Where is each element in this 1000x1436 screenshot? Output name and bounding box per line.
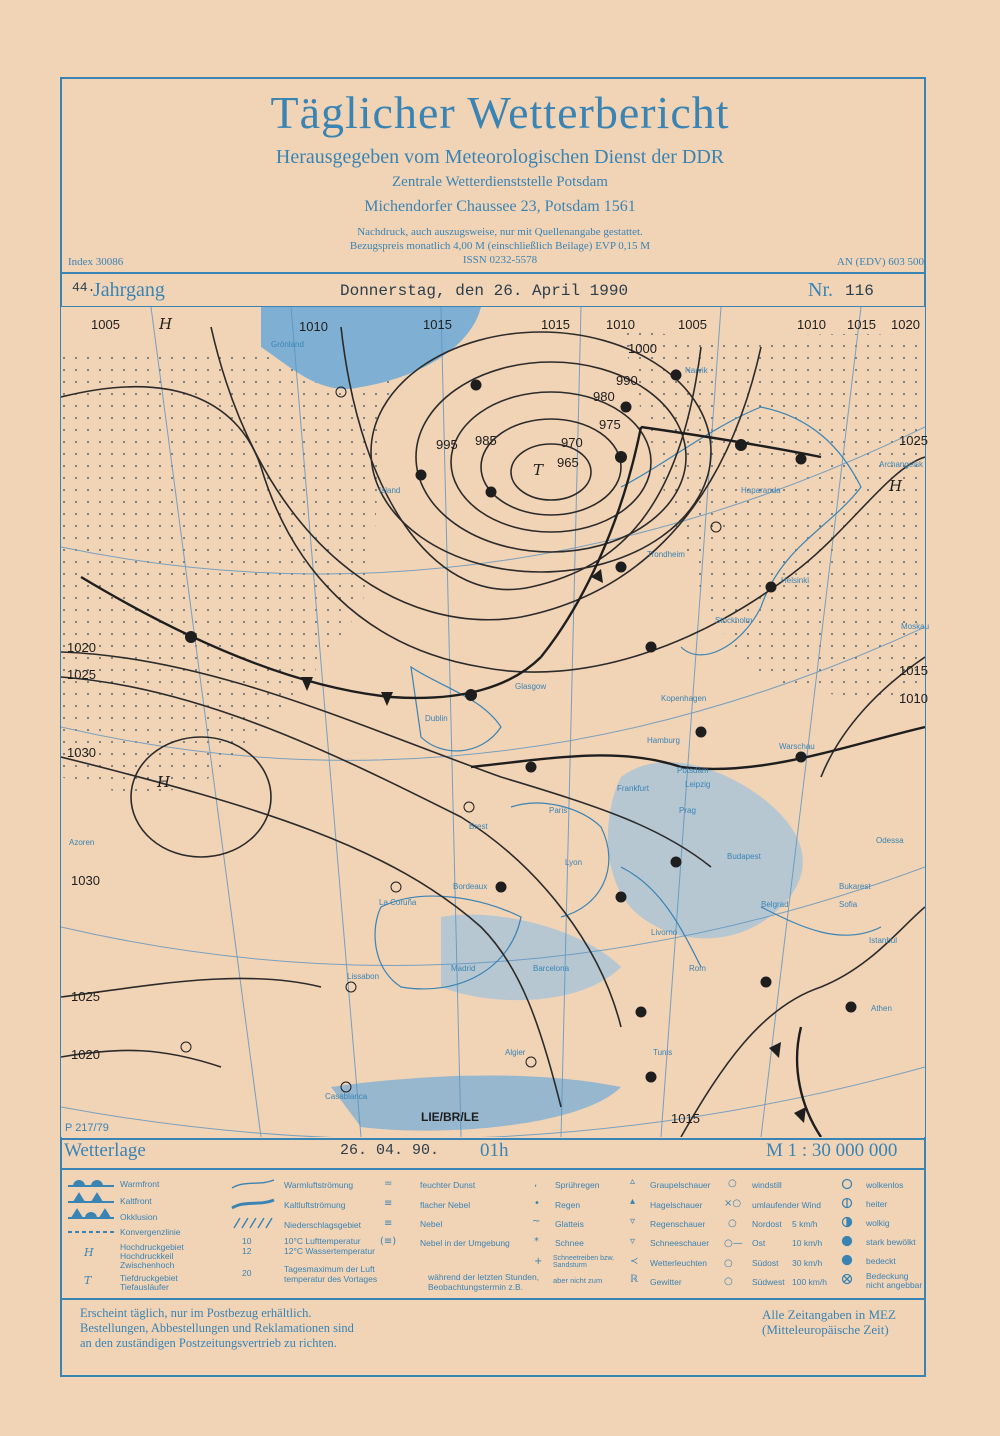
place-label: Archangelsk [879, 460, 924, 469]
place-label: Istanbul [869, 936, 898, 945]
legend-lightning: Wetterleuchten [650, 1258, 708, 1268]
legend-shallow-fog: flacher Nebel [420, 1200, 471, 1210]
isobar-label: 965 [557, 455, 579, 470]
isobar-label: 975 [599, 417, 621, 432]
isobar-label: 1010 [606, 317, 635, 332]
place-label: Athen [871, 1004, 892, 1013]
legend-col1-symbols [66, 1176, 116, 1292]
legend-trough: Tiefausläufer [120, 1282, 169, 1292]
place-label: Lissabon [347, 972, 380, 981]
isobar-label: 1025 [71, 989, 100, 1004]
legend-hail: Hagelschauer [650, 1200, 703, 1210]
legend-speed-5: 5 km/h [792, 1219, 818, 1229]
legend-num-water: 12 [242, 1246, 252, 1256]
pressure-system-label: H [159, 315, 173, 333]
legend-max-temp-2: temperatur des Vortages [284, 1274, 378, 1284]
legend-southeast: Südost [752, 1258, 779, 1268]
legend-speed-10: 10 km/h [792, 1238, 823, 1248]
legend-num-air: 10 [242, 1236, 252, 1246]
legend-precip-area: Niederschlagsgebiet [284, 1220, 362, 1230]
stamp-text: LIE/BR/LE [421, 1110, 480, 1124]
legend-cloud-symbols [840, 1176, 854, 1288]
legend-southwest: Südwest [752, 1277, 785, 1287]
chart-date: 26. 04. 90. [340, 1142, 440, 1159]
place-label: Livorno [651, 928, 678, 937]
isobar-label: 1000 [628, 341, 657, 356]
chart-scale: M 1 : 30 000 000 [766, 1140, 898, 1161]
place-label: Grönland [271, 340, 304, 349]
isobar-label: 1020 [71, 1047, 100, 1062]
legend-fog: Nebel [420, 1219, 443, 1229]
legend-bottom-rule [60, 1298, 926, 1300]
issue-nr-label: Nr. [808, 279, 833, 301]
place-label: Lyon [565, 858, 583, 867]
legend-snow-shower: Schneeschauer [650, 1238, 710, 1248]
office-line: Zentrale Wetterdienststelle Potsdam [392, 174, 608, 190]
legend-convergence: Konvergenzlinie [120, 1227, 181, 1237]
place-label: Hamburg [647, 736, 680, 745]
place-label: Rom [689, 964, 706, 973]
price-note: Bezugspreis monatlich 4,00 M (einschließlich Beilage) EVP 0,15 M [349, 240, 651, 252]
isobar-label: 995 [436, 437, 458, 452]
publisher-line: Herausgegeben vom Meteorologischen Dienst der DDR [275, 146, 725, 168]
isobar-label: 1005 [678, 317, 707, 332]
place-label: Tunis [653, 1048, 673, 1057]
legend-glaze: Glatteis [555, 1219, 584, 1229]
weather-map [61, 307, 930, 1137]
place-label: Glasgow [515, 682, 547, 691]
legend-obs-time: Beobachtungstermin z.B. [428, 1282, 523, 1292]
isobar-label: 1015 [423, 317, 452, 332]
place-label: Brest [469, 822, 488, 831]
isobar-label: 1005 [91, 317, 120, 332]
isobar-label: 1030 [67, 745, 96, 760]
isobar-label: 1025 [899, 433, 928, 448]
reprint-note: Nachdruck, auch auszugsweise, nur mit Quellenangabe gestattet. [357, 226, 643, 238]
pressure-system-label: T [533, 461, 544, 479]
isobar-label: 1015 [541, 317, 570, 332]
footer-line-3: an den zuständigen Postzeitungsvertrieb zu richten. [80, 1336, 337, 1350]
legend-undetermined: Bedeckung nicht angebbar [866, 1271, 923, 1290]
legend-northeast: Nordost [752, 1219, 782, 1229]
legend-rain-shower: Regenschauer [650, 1219, 706, 1229]
place-label: Potsdam [677, 766, 709, 775]
header-rule [60, 272, 926, 274]
legend-col2-symbols [230, 1176, 276, 1236]
place-label: Odessa [876, 836, 904, 845]
legend-haze: feuchter Dunst [420, 1180, 476, 1190]
footer-timezone-note: (Mitteleuropäische Zeit) [762, 1322, 889, 1337]
isobar-label: 1020 [67, 640, 96, 655]
pressure-system-label: H [889, 477, 903, 495]
legend-speed-30: 30 km/h [792, 1258, 823, 1268]
isobar-label: 1025 [67, 667, 96, 682]
place-label: Sofia [839, 900, 858, 909]
place-label: La Coruña [379, 898, 417, 907]
isobar-label: 1030 [71, 873, 100, 888]
footer-line-2: Bestellungen, Abbestellungen und Reklamationen sind [80, 1321, 354, 1335]
legend-fair: heiter [866, 1199, 888, 1209]
issue-date: Donnerstag, den 26. April 1990 [340, 282, 629, 300]
place-label: Haparanda [741, 486, 781, 495]
isobar-label: 1015 [847, 317, 876, 332]
place-label: Narvik [685, 366, 708, 375]
legend-thunderstorm: Gewitter [650, 1277, 682, 1287]
place-label: Casablanca [325, 1092, 368, 1101]
place-label: Prag [679, 806, 696, 815]
isobar-label: 970 [561, 435, 583, 450]
legend-speed-100: 100 km/h [792, 1277, 827, 1287]
isobar-label: 985 [475, 433, 497, 448]
place-label: Kopenhagen [661, 694, 707, 703]
pressure-system-label: H [157, 773, 171, 791]
legend-top-rule [60, 1168, 926, 1170]
volume-label: Jahrgang [93, 279, 165, 301]
legend-cold-front: Kaltfront [120, 1196, 152, 1206]
legend-cold-flow: Kaltluftströmung [284, 1200, 346, 1210]
place-label: Barcelona [533, 964, 570, 973]
legend-not-at: aber nicht zum [553, 1276, 603, 1285]
legend-graupel: Graupelschauer [650, 1180, 711, 1190]
place-label: Frankfurt [617, 784, 650, 793]
legend-warm-front: Warmfront [120, 1179, 160, 1189]
footer-timezone: Alle Zeitangaben in MEZ [762, 1307, 896, 1322]
legend-occlusion: Okklusion [120, 1212, 158, 1222]
isobar-label: 1010 [299, 319, 328, 334]
legend-mostly-cloudy: stark bewölkt [866, 1237, 916, 1247]
legend-snow: Schnee [555, 1238, 584, 1248]
isobar-label: 1020 [891, 317, 920, 332]
place-label: Stockholm [715, 616, 753, 625]
legend-clear: wolkenlos [866, 1180, 904, 1190]
place-label: Madrid [451, 964, 476, 973]
place-label: Azoren [69, 838, 95, 847]
legend-high: Hochdruckgebiet [120, 1242, 184, 1252]
place-label: Trondheim [647, 550, 685, 559]
legend-overcast: bedeckt [866, 1256, 896, 1266]
place-label: Warschau [779, 742, 815, 751]
legend-drift: Schneetreiben bzw. Sandsturm [553, 1255, 615, 1269]
isobar-label: 1010 [899, 691, 928, 706]
svg-text:T: T [84, 1274, 92, 1287]
legend-low: Tiefdruckgebiet [120, 1273, 178, 1283]
legend-ridge: Hochdruckkeil [120, 1251, 174, 1261]
legend-air-temp: 10°C Lufttemperatur [284, 1236, 361, 1246]
legend-num-max: 20 [242, 1268, 252, 1278]
place-label: Island [379, 486, 401, 495]
place-label: Dublin [425, 714, 448, 723]
issn: ISSN 0232-5578 [462, 254, 538, 266]
place-label: Budapest [727, 852, 761, 861]
volume-number: 44. [72, 280, 96, 295]
bulletin-title: Täglicher Wetterbericht [270, 87, 730, 138]
chart-time: 01h [480, 1140, 509, 1161]
an-number: AN (EDV) 603 500 [836, 256, 924, 268]
legend-fog-vicinity: Nebel in der Umgebung [420, 1238, 510, 1248]
chart-label: Wetterlage [64, 1140, 146, 1161]
issue-nr: 116 [845, 282, 874, 300]
isobar-label: 1015 [671, 1111, 700, 1126]
address-line: Michendorfer Chaussee 23, Potsdam 1561 [364, 198, 636, 215]
place-label: Belgrad [761, 900, 789, 909]
legend-calm: windstill [752, 1180, 782, 1190]
legend-variable-wind: umlaufender Wind [752, 1200, 821, 1210]
place-label: Algier [505, 1048, 526, 1057]
legend-water-temp: 12°C Wassertemperatur [284, 1246, 375, 1256]
isobar-label: 980 [593, 389, 615, 404]
legend-warm-flow: Warmluftströmung [284, 1180, 354, 1190]
legend-east: Ost [752, 1238, 766, 1248]
legend-intermediate-high: Zwischenhoch [120, 1260, 175, 1270]
legend-max-temp: Tagesmaximum der Luft [284, 1264, 375, 1274]
legend-past-hours: während der letzten Stunden, [428, 1272, 540, 1282]
legend-cloudy: wolkig [866, 1218, 890, 1228]
place-label: Paris [549, 806, 568, 815]
svg-text:H: H [84, 1246, 94, 1259]
map-code: P 217/79 [65, 1122, 109, 1134]
place-label: Leipzig [685, 780, 711, 789]
legend-rain: Regen [555, 1200, 581, 1210]
isobar-label: 990 [616, 373, 638, 388]
legend-drizzle: Sprühregen [555, 1180, 600, 1190]
isobar-label: 1010 [797, 317, 826, 332]
place-label: Moskau [901, 622, 930, 631]
footer-line-1: Erscheint täglich, nur im Postbezug erhältlich. [80, 1306, 312, 1320]
place-label: Bordeaux [453, 882, 488, 891]
place-label: Helsinki [781, 576, 810, 585]
isobar-label: 1015 [899, 663, 928, 678]
index-number: Index 30086 [68, 256, 124, 268]
place-label: Bukarest [839, 882, 871, 891]
